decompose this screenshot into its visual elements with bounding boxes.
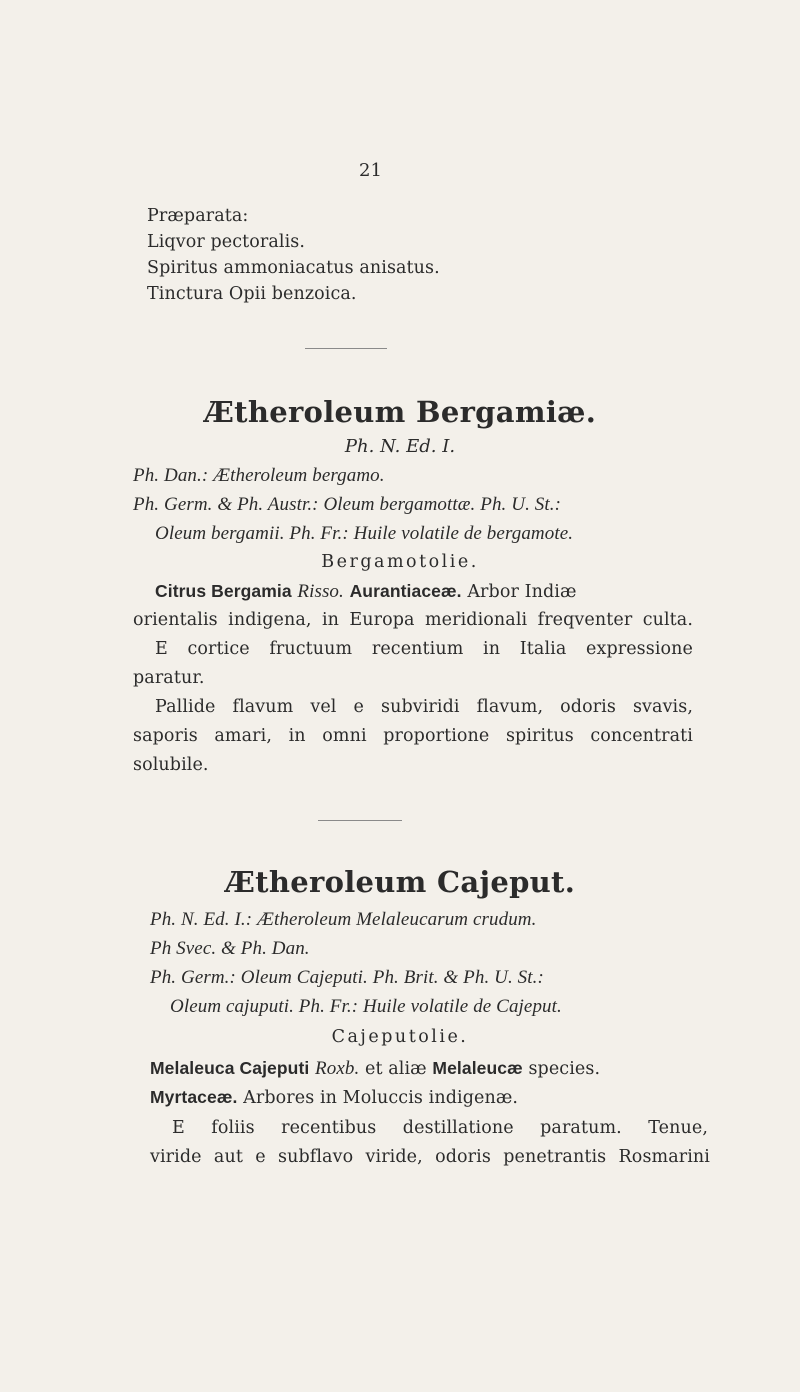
author-name: Roxb. xyxy=(315,1058,360,1079)
genus-name: Melaleucæ xyxy=(432,1058,523,1078)
plant-line xyxy=(150,1058,600,1080)
family-line xyxy=(150,1087,518,1108)
family-line-rest: Arbores in Moluccis indigenæ. xyxy=(243,1088,519,1108)
praeparata-heading: Præparata: xyxy=(147,206,249,226)
body-line: paratur. xyxy=(133,668,205,688)
plant-line-middle: et aliæ xyxy=(365,1059,427,1079)
page-number: 21 xyxy=(359,160,382,181)
synonym-line: Ph. Germ. & Ph. Austr.: Oleum bergamottæ. Ph. U. St.: xyxy=(133,494,562,515)
body-line: saporis amari, in omni proportione spiritus concentrati xyxy=(133,726,693,746)
section-divider xyxy=(318,820,402,821)
body-line: Pallide flavum vel e subviridi flavum, odoris svavis, xyxy=(155,697,693,717)
body-line: E foliis recentibus destillatione paratum. Tenue, xyxy=(172,1118,708,1138)
synonym-line: Oleum bergamii. Ph. Fr.: Huile volatile de bergamote. xyxy=(155,523,574,544)
list-item: Tinctura Opii benzoica. xyxy=(147,284,357,304)
body-line: viride aut e subflavo viride, odoris penetrantis Rosmarini xyxy=(150,1147,710,1167)
common-name: Cajeputolie. xyxy=(331,1027,469,1047)
family-name: Myrtaceæ. xyxy=(150,1087,238,1107)
species-name: Melaleuca Cajeputi xyxy=(150,1058,310,1078)
author-name: Risso. xyxy=(297,581,344,602)
section-divider xyxy=(305,348,387,349)
family-name: Aurantiaceæ. xyxy=(349,581,462,601)
section-subtitle: Ph. N. Ed. I. xyxy=(344,436,456,457)
body-line: E cortice fructuum recentium in Italia expressione xyxy=(155,639,693,659)
species-name: Citrus Bergamia xyxy=(155,581,292,601)
body-line: solubile. xyxy=(133,755,209,775)
list-item: Liqvor pectoralis. xyxy=(147,232,306,252)
plant-line-rest: species. xyxy=(528,1059,601,1079)
synonym-line: Ph. Germ.: Oleum Cajeputi. Ph. Brit. & Ph. U. St.: xyxy=(150,967,544,988)
plant-line-rest: Arbor Indiæ xyxy=(467,582,577,602)
list-item: Spiritus ammoniacatus anisatus. xyxy=(147,258,440,278)
synonym-line: Oleum cajuputi. Ph. Fr.: Huile volatile de Cajeput. xyxy=(170,996,562,1017)
plant-line xyxy=(155,581,577,603)
body-line: orientalis indigena, in Europa meridionali freqventer culta. xyxy=(133,610,693,630)
synonym-line: Ph. N. Ed. I.: Ætheroleum Melaleucarum crudum. xyxy=(150,909,537,930)
section-title: Ætheroleum Cajeput. xyxy=(224,865,576,899)
common-name: Bergamotolie. xyxy=(321,552,479,572)
synonym-line: Ph. Dan.: Ætheroleum bergamo. xyxy=(133,465,385,486)
synonym-line: Ph Svec. & Ph. Dan. xyxy=(150,938,310,959)
section-title: Ætheroleum Bergamiæ. xyxy=(203,395,597,429)
